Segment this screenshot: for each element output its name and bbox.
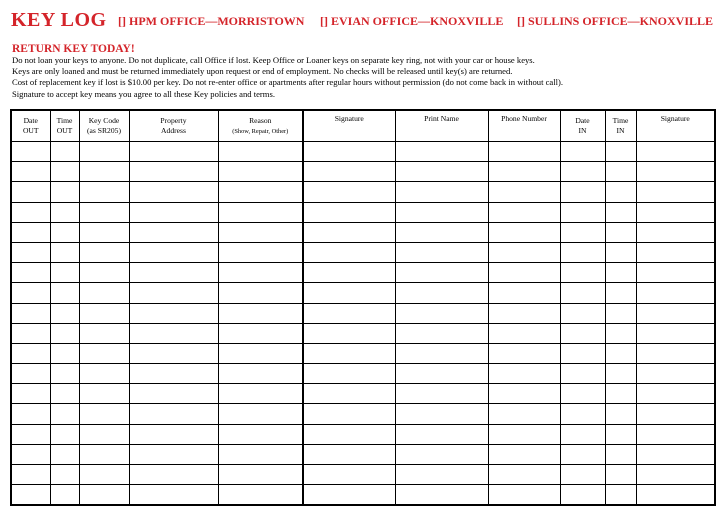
cell-property-address[interactable] (129, 263, 218, 283)
cell-reason[interactable] (218, 162, 303, 182)
cell-print-name[interactable] (395, 444, 488, 464)
cell-property-address[interactable] (129, 182, 218, 202)
cell-reason[interactable] (218, 202, 303, 222)
cell-signature[interactable] (303, 424, 395, 444)
table-row (11, 263, 715, 283)
cell-phone-number[interactable] (488, 303, 560, 323)
cell-time-out[interactable] (50, 465, 79, 485)
cell-signature[interactable] (303, 162, 395, 182)
office-checkbox-hpm[interactable]: [] HPM OFFICE—MORRISTOWN (118, 14, 305, 28)
cell-time-out[interactable] (50, 323, 79, 343)
cell-date-out[interactable] (11, 465, 50, 485)
cell-date-out[interactable] (11, 242, 50, 262)
cell-time-in[interactable] (605, 485, 636, 506)
col-header-date-in: Date IN (560, 110, 605, 142)
office-checkbox-evian[interactable]: [] EVIAN OFFICE—KNOXVILLE (320, 14, 504, 28)
cell-signature-in[interactable] (636, 283, 715, 303)
cell-print-name[interactable] (395, 384, 488, 404)
cell-print-name[interactable] (395, 343, 488, 363)
cell-time-in[interactable] (605, 384, 636, 404)
cell-reason[interactable] (218, 182, 303, 202)
table-row (11, 424, 715, 444)
cell-date-in[interactable] (560, 424, 605, 444)
cell-key-code[interactable] (79, 303, 129, 323)
cell-reason[interactable] (218, 263, 303, 283)
cell-print-name[interactable] (395, 142, 488, 162)
cell-signature[interactable] (303, 242, 395, 262)
table-row (11, 303, 715, 323)
cell-reason[interactable] (218, 283, 303, 303)
cell-date-out[interactable] (11, 384, 50, 404)
cell-phone-number[interactable] (488, 222, 560, 242)
cell-print-name[interactable] (395, 465, 488, 485)
cell-date-out[interactable] (11, 364, 50, 384)
cell-key-code[interactable] (79, 323, 129, 343)
cell-property-address[interactable] (129, 485, 218, 506)
cell-date-in[interactable] (560, 283, 605, 303)
cell-time-out[interactable] (50, 182, 79, 202)
cell-property-address[interactable] (129, 142, 218, 162)
table-row (11, 202, 715, 222)
cell-signature-in[interactable] (636, 465, 715, 485)
cell-property-address[interactable] (129, 364, 218, 384)
cell-phone-number[interactable] (488, 364, 560, 384)
table-row (11, 384, 715, 404)
cell-phone-number[interactable] (488, 142, 560, 162)
cell-time-out[interactable] (50, 142, 79, 162)
cell-print-name[interactable] (395, 303, 488, 323)
cell-print-name[interactable] (395, 182, 488, 202)
col-header-print-name: Print Name (395, 110, 488, 142)
key-policy-text (12, 55, 563, 100)
col-header-signature-in: Signature (636, 110, 715, 142)
cell-signature-in[interactable] (636, 343, 715, 363)
policy-line: Signature to accept key means you agree to all these Key policies and terms. (12, 88, 275, 99)
cell-signature-in[interactable] (636, 424, 715, 444)
cell-time-out[interactable] (50, 202, 79, 222)
cell-key-code[interactable] (79, 162, 129, 182)
cell-date-in[interactable] (560, 384, 605, 404)
cell-phone-number[interactable] (488, 424, 560, 444)
cell-date-in[interactable] (560, 162, 605, 182)
cell-reason[interactable] (218, 222, 303, 242)
cell-key-code[interactable] (79, 182, 129, 202)
cell-signature-in[interactable] (636, 162, 715, 182)
cell-date-in[interactable] (560, 364, 605, 384)
cell-time-in[interactable] (605, 465, 636, 485)
table-row (11, 444, 715, 464)
cell-date-in[interactable] (560, 303, 605, 323)
cell-print-name[interactable] (395, 404, 488, 424)
table-row (11, 162, 715, 182)
cell-key-code[interactable] (79, 142, 129, 162)
cell-property-address[interactable] (129, 424, 218, 444)
cell-print-name[interactable] (395, 283, 488, 303)
cell-signature-in[interactable] (636, 202, 715, 222)
cell-signature-in[interactable] (636, 364, 715, 384)
cell-signature-in[interactable] (636, 242, 715, 262)
page-title: KEY LOG (11, 9, 107, 31)
table-row (11, 283, 715, 303)
cell-date-in[interactable] (560, 202, 605, 222)
cell-property-address[interactable] (129, 202, 218, 222)
cell-date-in[interactable] (560, 182, 605, 202)
table-row (11, 222, 715, 242)
cell-key-code[interactable] (79, 222, 129, 242)
cell-signature[interactable] (303, 222, 395, 242)
cell-signature-in[interactable] (636, 384, 715, 404)
cell-time-out[interactable] (50, 364, 79, 384)
cell-time-in[interactable] (605, 343, 636, 363)
cell-key-code[interactable] (79, 364, 129, 384)
cell-property-address[interactable] (129, 303, 218, 323)
cell-property-address[interactable] (129, 323, 218, 343)
cell-time-out[interactable] (50, 404, 79, 424)
cell-signature[interactable] (303, 404, 395, 424)
col-header-date-out: Date OUT (11, 110, 50, 142)
page-header (11, 8, 713, 32)
cell-property-address[interactable] (129, 444, 218, 464)
cell-key-code[interactable] (79, 263, 129, 283)
cell-phone-number[interactable] (488, 202, 560, 222)
cell-signature-in[interactable] (636, 404, 715, 424)
cell-date-in[interactable] (560, 222, 605, 242)
cell-time-in[interactable] (605, 424, 636, 444)
cell-reason[interactable] (218, 142, 303, 162)
cell-print-name[interactable] (395, 242, 488, 262)
cell-print-name[interactable] (395, 323, 488, 343)
cell-property-address[interactable] (129, 222, 218, 242)
table-row (11, 364, 715, 384)
cell-reason[interactable] (218, 323, 303, 343)
cell-date-out[interactable] (11, 222, 50, 242)
cell-phone-number[interactable] (488, 465, 560, 485)
cell-time-out[interactable] (50, 222, 79, 242)
cell-time-in[interactable] (605, 242, 636, 262)
cell-date-in[interactable] (560, 263, 605, 283)
office-checkbox-sullins[interactable]: [] SULLINS OFFICE—KNOXVILLE (517, 14, 714, 28)
cell-signature-in[interactable] (636, 263, 715, 283)
cell-signature-in[interactable] (636, 222, 715, 242)
cell-phone-number[interactable] (488, 404, 560, 424)
cell-phone-number[interactable] (488, 283, 560, 303)
cell-signature[interactable] (303, 465, 395, 485)
cell-reason[interactable] (218, 404, 303, 424)
cell-reason[interactable] (218, 465, 303, 485)
cell-reason[interactable] (218, 242, 303, 262)
cell-signature-in[interactable] (636, 303, 715, 323)
policy-line: Cost of replacement key if lost is $10.00 per key. Do not re-enter office or apartments after regular hours without permission (do not come back in without call). (12, 77, 564, 88)
cell-date-out[interactable] (11, 323, 50, 343)
cell-key-code[interactable] (79, 424, 129, 444)
cell-time-out[interactable] (50, 162, 79, 182)
cell-date-out[interactable] (11, 142, 50, 162)
cell-signature[interactable] (303, 182, 395, 202)
col-header-key-code: Key Code (as SR205) (79, 110, 129, 142)
cell-time-out[interactable] (50, 424, 79, 444)
cell-key-code[interactable] (79, 202, 129, 222)
cell-phone-number[interactable] (488, 485, 560, 506)
cell-reason[interactable] (218, 343, 303, 363)
cell-time-in[interactable] (605, 263, 636, 283)
cell-date-in[interactable] (560, 343, 605, 363)
col-header-reason: Reason (Show, Repair, Other) (218, 110, 303, 142)
cell-signature[interactable] (303, 485, 395, 506)
cell-print-name[interactable] (395, 485, 488, 506)
cell-date-out[interactable] (11, 343, 50, 363)
cell-time-in[interactable] (605, 404, 636, 424)
cell-date-out[interactable] (11, 444, 50, 464)
cell-reason[interactable] (218, 424, 303, 444)
cell-date-out[interactable] (11, 162, 50, 182)
cell-time-out[interactable] (50, 283, 79, 303)
cell-key-code[interactable] (79, 283, 129, 303)
cell-print-name[interactable] (395, 424, 488, 444)
cell-signature[interactable] (303, 343, 395, 363)
cell-date-out[interactable] (11, 263, 50, 283)
cell-time-out[interactable] (50, 343, 79, 363)
cell-key-code[interactable] (79, 343, 129, 363)
table-row (11, 343, 715, 363)
cell-print-name[interactable] (395, 202, 488, 222)
cell-phone-number[interactable] (488, 343, 560, 363)
cell-time-in[interactable] (605, 182, 636, 202)
cell-key-code[interactable] (79, 444, 129, 464)
cell-signature-in[interactable] (636, 485, 715, 506)
cell-time-in[interactable] (605, 364, 636, 384)
policy-line: Do not loan your keys to anyone. Do not duplicate, call Office if lost. Keep Office or Loaner keys on separate key ring, not with your car or house keys. (12, 55, 535, 65)
cell-property-address[interactable] (129, 465, 218, 485)
cell-property-address[interactable] (129, 162, 218, 182)
cell-signature-in[interactable] (636, 182, 715, 202)
table-row (11, 182, 715, 202)
cell-time-in[interactable] (605, 323, 636, 343)
cell-time-out[interactable] (50, 444, 79, 464)
cell-phone-number[interactable] (488, 263, 560, 283)
cell-date-out[interactable] (11, 424, 50, 444)
cell-signature-in[interactable] (636, 142, 715, 162)
cell-signature[interactable] (303, 283, 395, 303)
cell-reason[interactable] (218, 485, 303, 506)
cell-date-in[interactable] (560, 465, 605, 485)
return-key-heading: RETURN KEY TODAY! (12, 43, 135, 55)
cell-date-in[interactable] (560, 323, 605, 343)
cell-time-out[interactable] (50, 263, 79, 283)
cell-time-out[interactable] (50, 485, 79, 506)
cell-date-in[interactable] (560, 242, 605, 262)
cell-date-in[interactable] (560, 485, 605, 506)
cell-key-code[interactable] (79, 404, 129, 424)
cell-time-in[interactable] (605, 303, 636, 323)
cell-phone-number[interactable] (488, 182, 560, 202)
policy-line: Keys are only loaned and must be returned immediately upon request or end of employment. No checks will be released until key(s) are returned. (12, 66, 513, 77)
cell-print-name[interactable] (395, 162, 488, 182)
cell-reason[interactable] (218, 364, 303, 384)
cell-date-in[interactable] (560, 404, 605, 424)
cell-property-address[interactable] (129, 343, 218, 363)
col-header-time-in: Time IN (605, 110, 636, 142)
cell-property-address[interactable] (129, 242, 218, 262)
cell-signature[interactable] (303, 444, 395, 464)
cell-signature[interactable] (303, 202, 395, 222)
table-row (11, 323, 715, 343)
cell-date-out[interactable] (11, 283, 50, 303)
cell-time-in[interactable] (605, 142, 636, 162)
cell-date-in[interactable] (560, 142, 605, 162)
cell-signature-in[interactable] (636, 323, 715, 343)
cell-signature[interactable] (303, 323, 395, 343)
cell-time-in[interactable] (605, 162, 636, 182)
table-row (11, 404, 715, 424)
table-row (11, 142, 715, 162)
cell-time-out[interactable] (50, 303, 79, 323)
cell-date-out[interactable] (11, 182, 50, 202)
cell-reason[interactable] (218, 444, 303, 464)
key-log-body (11, 142, 715, 506)
col-header-signature: Signature (303, 110, 395, 142)
cell-signature[interactable] (303, 263, 395, 283)
col-header-phone-number: Phone Number (488, 110, 560, 142)
cell-time-in[interactable] (605, 283, 636, 303)
cell-property-address[interactable] (129, 283, 218, 303)
cell-phone-number[interactable] (488, 323, 560, 343)
col-header-property-address: Property Address (129, 110, 218, 142)
cell-signature-in[interactable] (636, 444, 715, 464)
cell-time-in[interactable] (605, 444, 636, 464)
table-header-row (11, 110, 715, 142)
cell-date-out[interactable] (11, 303, 50, 323)
cell-signature[interactable] (303, 384, 395, 404)
cell-date-in[interactable] (560, 444, 605, 464)
cell-date-out[interactable] (11, 202, 50, 222)
cell-reason[interactable] (218, 303, 303, 323)
cell-date-out[interactable] (11, 404, 50, 424)
cell-key-code[interactable] (79, 242, 129, 262)
cell-date-out[interactable] (11, 485, 50, 506)
cell-time-in[interactable] (605, 222, 636, 242)
cell-phone-number[interactable] (488, 162, 560, 182)
cell-reason[interactable] (218, 384, 303, 404)
cell-key-code[interactable] (79, 485, 129, 506)
cell-phone-number[interactable] (488, 384, 560, 404)
cell-signature[interactable] (303, 142, 395, 162)
cell-property-address[interactable] (129, 384, 218, 404)
cell-signature[interactable] (303, 303, 395, 323)
cell-key-code[interactable] (79, 465, 129, 485)
cell-time-in[interactable] (605, 202, 636, 222)
key-log-table (10, 109, 716, 506)
cell-phone-number[interactable] (488, 444, 560, 464)
cell-time-out[interactable] (50, 242, 79, 262)
table-row (11, 485, 715, 506)
cell-signature[interactable] (303, 364, 395, 384)
cell-print-name[interactable] (395, 364, 488, 384)
col-header-time-out: Time OUT (50, 110, 79, 142)
cell-phone-number[interactable] (488, 242, 560, 262)
cell-print-name[interactable] (395, 263, 488, 283)
cell-property-address[interactable] (129, 404, 218, 424)
table-row (11, 242, 715, 262)
cell-key-code[interactable] (79, 384, 129, 404)
cell-print-name[interactable] (395, 222, 488, 242)
cell-time-out[interactable] (50, 384, 79, 404)
table-row (11, 465, 715, 485)
